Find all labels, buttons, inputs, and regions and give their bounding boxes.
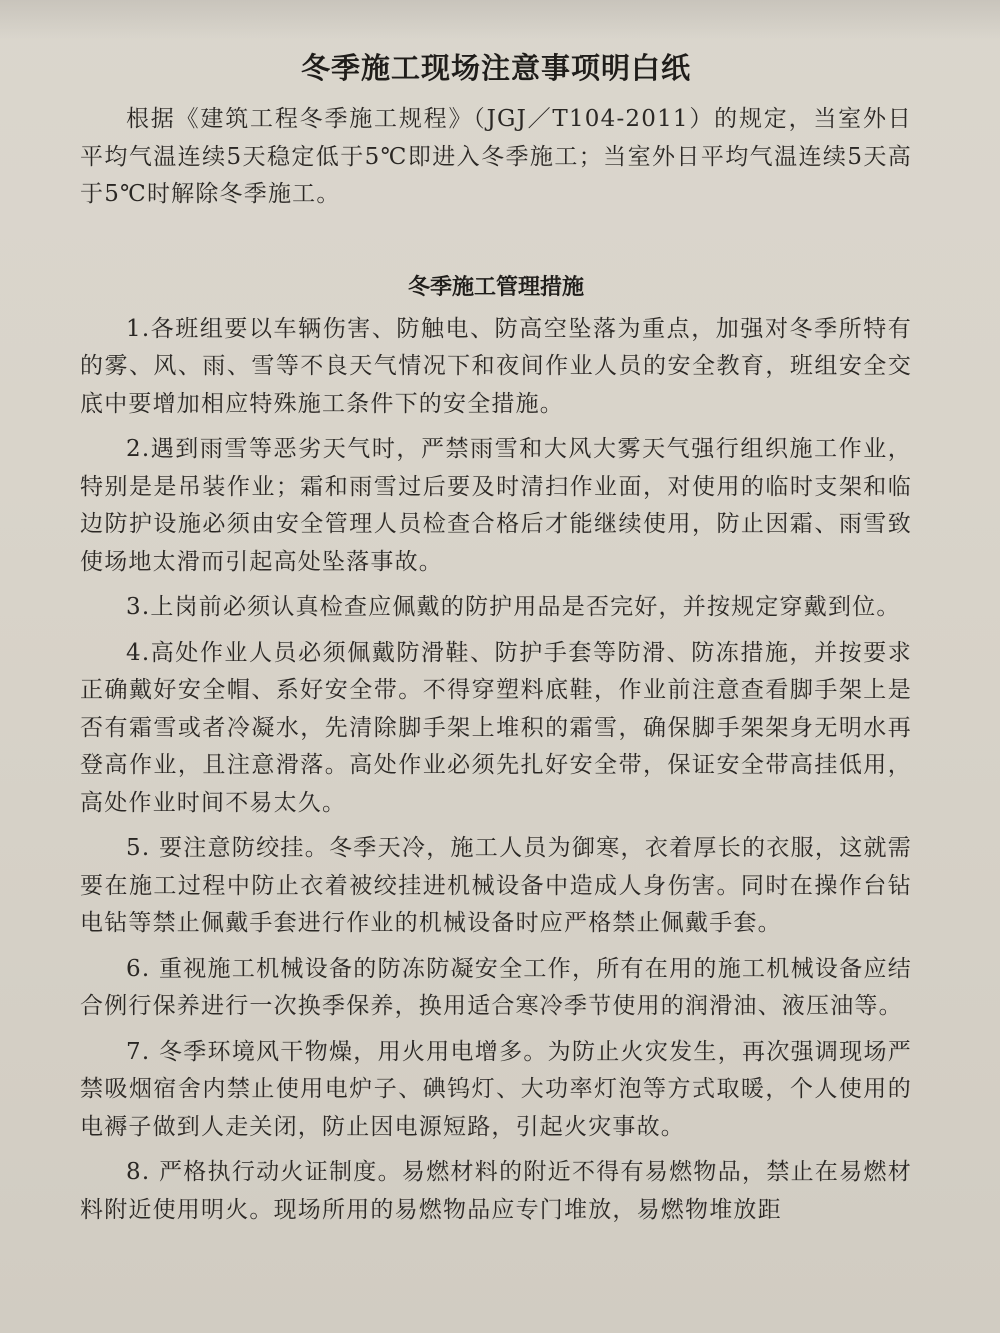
intro-paragraph: 根据《建筑工程冬季施工规程》（JGJ／T104-2011）的规定，当室外日平均气温连续5天稳定低于5℃即进入冬季施工；当室外日平均气温连续5天高于5℃时解除冬季施工。 — [80, 106, 912, 207]
measure-item-8: 8. 严格执行动火证制度。易燃材料的附近不得有易燃物品，禁止在易燃材料附近使用明火。现场所用的易燃物品应专门堆放，易燃物堆放距 — [80, 1159, 912, 1223]
measure-item-4: 4.高处作业人员必须佩戴防滑鞋、防护手套等防滑、防冻措施，并按要求正确戴好安全帽、系好安全带。不得穿塑料底鞋，作业前注意查看脚手架上是否有霜雪或者冷凝水，先清除脚手架上堆积的霜雪，确保脚手架架身无明水再登高作业，且注意滑落。高处作业必须先扎好安全带，保证安全带高挂低用，高处作业时间不易太久。 — [80, 639, 912, 816]
measure-item-1: 1.各班组要以车辆伤害、防触电、防高空坠落为重点，加强对冬季所特有的雾、风、雨、雪等不良天气情况下和夜间作业人员的安全教育，班组安全交底中要增加相应特殊施工条件下的安全措施。 — [80, 315, 912, 417]
section-title: 冬季施工管理措施 — [407, 274, 584, 300]
measure-item-5: 5. 要注意防绞挂。冬季天冷，施工人员为御寒，衣着厚长的衣服，这就需要在施工过程中防止衣着被绞挂进机械设备中造成人身伤害。同时在操作台钻电钻等禁止佩戴手套进行作业的机械设备时应严格禁止佩戴手套。 — [80, 835, 912, 936]
measure-item-3: 3.上岗前必须认真检查应佩戴的防护用品是否完好，并按规定穿戴到位。 — [126, 594, 901, 620]
document-title: 冬季施工现场注意事项明白纸 — [300, 51, 691, 85]
measure-item-7: 7. 冬季环境风干物燥，用火用电增多。为防止火灾发生，再次强调现场严禁吸烟宿舍内禁止使用电炉子、碘钨灯、大功率灯泡等方式取暖，个人使用的电褥子做到人走关闭，防止因电源短路，引起火灾事故。 — [80, 1038, 912, 1140]
measure-item-6: 6. 重视施工机械设备的防冻防凝安全工作，所有在用的施工机械设备应结合例行保养进行一次换季保养，换用适合寒冷季节使用的润滑油、液压油等。 — [80, 955, 912, 1019]
measure-item-2: 2.遇到雨雪等恶劣天气时，严禁雨雪和大风大雾天气强行组织施工作业，特别是是吊装作业；霜和雨雪过后要及时清扫作业面，对使用的临时支架和临边防护设施必须由安全管理人员检查合格后才能继续使用，防止因霜、雨雪致使场地太滑而引起高处坠落事故。 — [80, 436, 912, 575]
